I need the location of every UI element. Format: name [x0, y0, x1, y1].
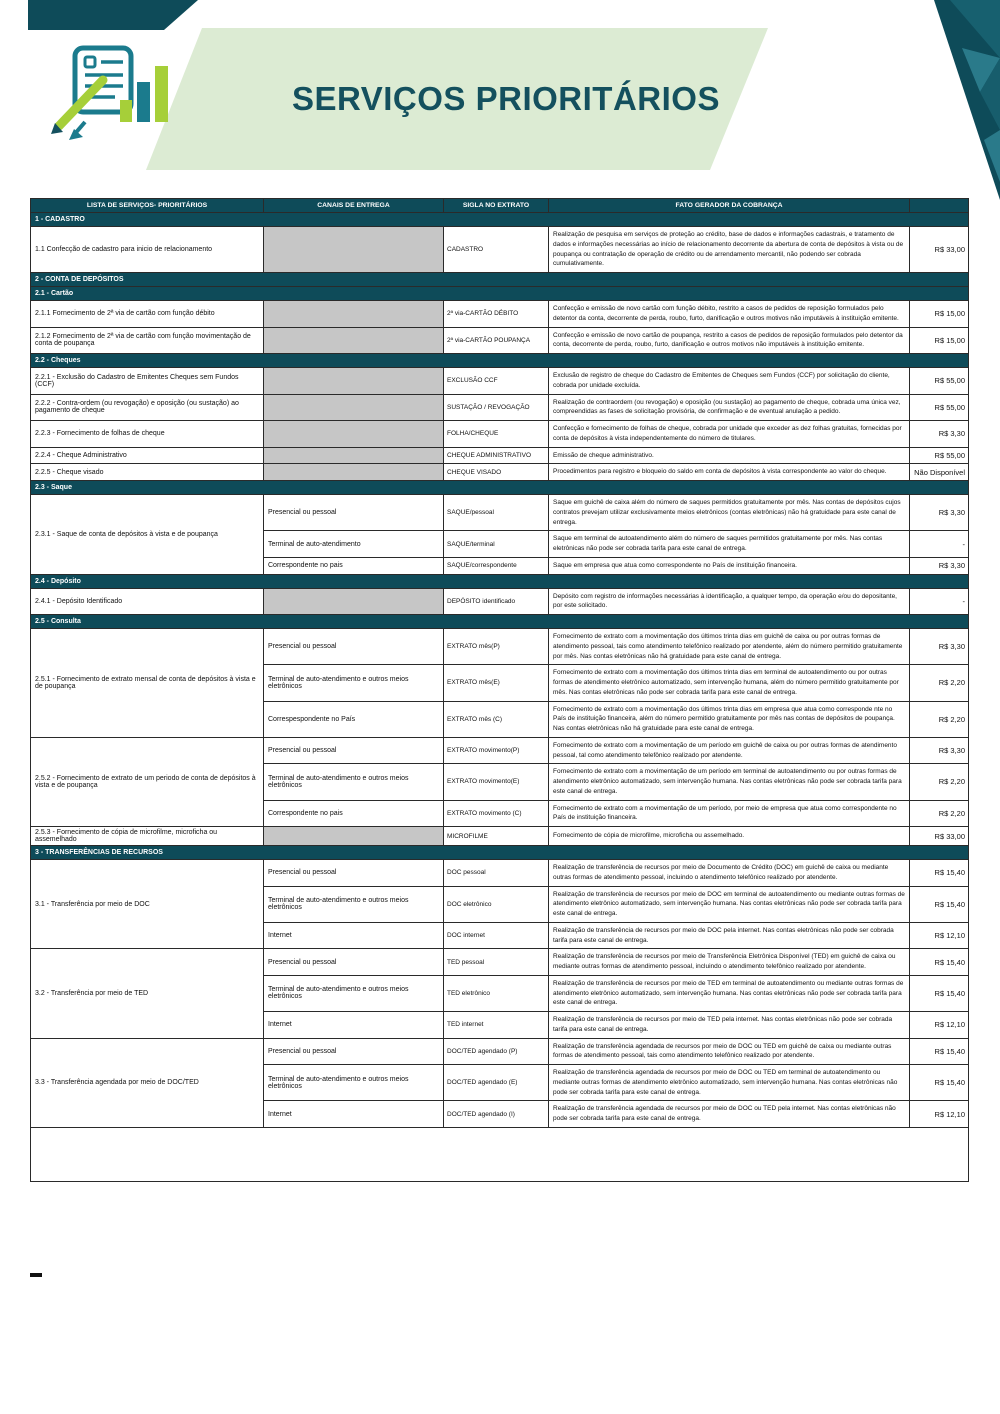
channel-cell: [264, 227, 444, 273]
channel-cell: Terminal de auto-atendimento e outros meios eletrônicos: [264, 665, 444, 701]
service-name-cell: 2.1.1 Fornecimento de 2ª via de cartão com função débito: [31, 301, 264, 328]
price-cell: R$ 15,40: [910, 949, 969, 976]
section-row: [31, 273, 969, 287]
price-cell: R$ 12,10: [910, 1101, 969, 1128]
price-cell: R$ 12,10: [910, 1012, 969, 1039]
empty-spacer-cell: [31, 1127, 969, 1181]
sigla-cell: SAQUE/pessoal: [444, 495, 549, 531]
channel-cell: Terminal de auto-atendimento e outros meios eletrônicos: [264, 764, 444, 800]
channel-cell: [264, 327, 444, 354]
price-cell: R$ 2,20: [910, 665, 969, 701]
service-name-cell: 2.2.1 - Exclusão do Cadastro de Emitentes Cheques sem Fundos (CCF): [31, 368, 264, 395]
channel-cell: [264, 827, 444, 846]
channel-cell: Internet: [264, 922, 444, 949]
service-name-cell: 1.1 Confecção de cadastro para inicio de relacionamento: [31, 227, 264, 273]
table-row: [31, 860, 969, 887]
sigla-cell: CHEQUE VISADO: [444, 464, 549, 481]
sigla-cell: DEPÓSITO identificado: [444, 588, 549, 615]
channel-cell: [264, 301, 444, 328]
service-name-cell: 2.2.2 - Contra-ordem (ou revogação) e oposição (ou sustação) ao pagamento de cheque: [31, 394, 264, 421]
service-name-cell: 2.2.4 - Cheque Administrativo: [31, 447, 264, 464]
price-cell: R$ 15,40: [910, 1065, 969, 1101]
price-cell: R$ 3,30: [910, 557, 969, 574]
channel-cell: [264, 421, 444, 448]
table-row: [31, 588, 969, 615]
column-header: FATO GERADOR DA COBRANÇA: [549, 199, 910, 213]
sigla-cell: EXTRATO movimento(E): [444, 764, 549, 800]
section-row: [31, 846, 969, 860]
price-cell: R$ 15,40: [910, 975, 969, 1011]
service-name-cell: 3.2 - Transferência por meio de TED: [31, 949, 264, 1038]
sigla-cell: DOC/TED agendado (P): [444, 1038, 549, 1065]
price-cell: R$ 2,20: [910, 764, 969, 800]
price-cell: R$ 2,20: [910, 800, 969, 827]
channel-cell: Correspondente no pais: [264, 800, 444, 827]
fato-gerador-cell: Fornecimento de extrato com a movimentação de um período em guichê de caixa ou por outras formas de atendimento pessoal, tal como atendimento telefônico realizado por atendente.: [549, 737, 910, 764]
table-row: [31, 227, 969, 273]
section-label: 2.4 - Depósito: [31, 574, 969, 588]
fato-gerador-cell: Fornecimento de cópia de microfilme, microficha ou assemelhado.: [549, 827, 910, 846]
channel-cell: [264, 447, 444, 464]
service-name-cell: 2.2.3 - Fornecimento de folhas de cheque: [31, 421, 264, 448]
price-cell: R$ 15,40: [910, 860, 969, 887]
channel-cell: Correspondente no pais: [264, 557, 444, 574]
price-cell: R$ 15,00: [910, 301, 969, 328]
table-row: [31, 629, 969, 665]
fato-gerador-cell: Saque em guichê de caixa além do número de saques permitidos gratuitamente por mês. Nas contas de depósitos cujos contratos prevejam utilizar exclusivamente meios eletrônicos (contas eletrônicas) não há gratuidade para este canal de entrega.: [549, 495, 910, 531]
service-name-cell: 2.2.5 - Cheque visado: [31, 464, 264, 481]
channel-cell: [264, 464, 444, 481]
channel-cell: Internet: [264, 1101, 444, 1128]
sigla-cell: SUSTAÇÃO / REVOGAÇÃO: [444, 394, 549, 421]
table-row: [31, 327, 969, 354]
tariff-table-body: [31, 199, 969, 1182]
sigla-cell: CHEQUE ADMINISTRATIVO: [444, 447, 549, 464]
fato-gerador-cell: Fornecimento de extrato com a movimentação de um período, por meio de empresa que atua como correspondente no País de instituição financeira.: [549, 800, 910, 827]
table-row: [31, 737, 969, 764]
page-title: SERVIÇOS PRIORITÁRIOS: [292, 80, 720, 117]
column-header: SIGLA NO EXTRATO: [444, 199, 549, 213]
sigla-cell: EXTRATO mês(P): [444, 629, 549, 665]
fato-gerador-cell: Realização de transferência agendada de recursos por meio de DOC ou TED em guichê de caixa ou mediante outras formas de atendimento pessoal, tais como atendimento telefônico realizado por atendente.: [549, 1038, 910, 1065]
table-row: [31, 394, 969, 421]
channel-cell: Presencial ou pessoal: [264, 949, 444, 976]
fato-gerador-cell: Realização de transferência de recursos por meio de TED em terminal de autoatendimento ou mediante outras formas de atendimento eletrônico automatizado, sem intervenção humana. Nas contas eletrônicas não pode ser cobrada tarifa para este canal de entrega.: [549, 975, 910, 1011]
section-label: 3 - TRANSFERÊNCIAS DE RECURSOS: [31, 846, 969, 860]
bottom-dash: [30, 1273, 42, 1277]
sigla-cell: MICROFILME: [444, 827, 549, 846]
sigla-cell: 2ª via-CARTÃO DÉBITO: [444, 301, 549, 328]
section-row: [31, 481, 969, 495]
column-header: LISTA DE SERVIÇOS- PRIORITÁRIOS: [31, 199, 264, 213]
fato-gerador-cell: Confecção e emissão de novo cartão de poupança, restrito a casos de pedidos de reposição formulados pelo detentor da conta, decorrente de perda, roubo, furto, danificação e outros motivos não imputáveis à instituição emitente.: [549, 327, 910, 354]
service-name-cell: 2.3.1 - Saque de conta de depósitos à vista e de poupança: [31, 495, 264, 575]
sigla-cell: EXTRATO mês (C): [444, 701, 549, 737]
section-label: 2 - CONTA DE DEPÓSITOS: [31, 273, 969, 287]
sigla-cell: TED eletrônico: [444, 975, 549, 1011]
service-name-cell: 2.1.2 Fornecimento de 2ª via de cartão com função movimentação de conta de poupança: [31, 327, 264, 354]
section-row: [31, 213, 969, 227]
price-cell: R$ 15,40: [910, 1038, 969, 1065]
table-row: [31, 301, 969, 328]
fato-gerador-cell: Fornecimento de extrato com a movimentação dos últimos trinta dias em guichê de caixa ou por outras formas de atendimento pessoal, tais como atendimento telefônico realizado por atendente, além do número permitido gratuitamente por mês. Nas contas eletrônicas não há gratuidade para este canal de entrega.: [549, 629, 910, 665]
section-label: 2.1 - Cartão: [31, 287, 969, 301]
logo-document-chart-icon: [45, 42, 180, 147]
price-cell: -: [910, 531, 969, 558]
fato-gerador-cell: Realização de contraordem (ou revogação) e oposição (ou sustação) ao pagamento de cheque, cobrada uma única vez, compreendidas as fases de solicitação provisória, de confirmação e de eventual anulação a pedido.: [549, 394, 910, 421]
table-row: [31, 368, 969, 395]
sigla-cell: EXTRATO mês(E): [444, 665, 549, 701]
price-cell: R$ 33,00: [910, 827, 969, 846]
fato-gerador-cell: Depósito com registro de informações necessárias à identificação, a qualquer tempo, da operação e/ou do depositante, por este solicitado.: [549, 588, 910, 615]
empty-spacer-row: [31, 1127, 969, 1181]
service-name-cell: 2.5.2 - Fornecimento de extrato de um periodo de conta de depósitos à vista e de poupança: [31, 737, 264, 826]
section-label: 2.3 - Saque: [31, 481, 969, 495]
price-cell: R$ 3,30: [910, 629, 969, 665]
channel-cell: [264, 394, 444, 421]
price-cell: R$ 55,00: [910, 368, 969, 395]
fato-gerador-cell: Realização de pesquisa em serviços de proteção ao crédito, base de dados e informações cadastrais, e tratamento de dados e informações necessárias ao início de relacionamento decorrente da abertura de conta de depósitos à vista ou de poupança ou contratação de operação de crédito ou de arrendamento mercantil, não podendo ser cobrada cumulativamente.: [549, 227, 910, 273]
table-row: [31, 464, 969, 481]
fato-gerador-cell: Fornecimento de extrato com a movimentação dos últimos trinta dias em empresa que atua como corresponde nte no País de instituição financeira, além do número permitido gratuitamente por mês nas contas de depósitos de poupança. Nas contas eletrônicas não há gratuidade para este canal de entrega.: [549, 701, 910, 737]
fato-gerador-cell: Fornecimento de extrato com a movimentação dos últimos trinta dias em terminal de autoatendimento ou por outras formas de atendimento eletrônico automatizado, sem intervenção humana, além do número permitido gratuitamente por mês. Nas contas eletrônicas não pode ser cobrada tarifa para este canal de entrega.: [549, 665, 910, 701]
fato-gerador-cell: Saque em terminal de autoatendimento além do número de saques permitidos gratuitamente por mês. Nas contas eletrônicas não pode ser cobrada tarifa para este canal de entrega.: [549, 531, 910, 558]
fato-gerador-cell: Emissão de cheque administrativo.: [549, 447, 910, 464]
section-row: [31, 354, 969, 368]
fato-gerador-cell: Realização de transferência de recursos por meio de Transferência Eletrônica Disponível (TED) em guichê de caixa ou mediante outras formas de atendimento pessoal, incluindo o atendimento telefônico realizado por atendente.: [549, 949, 910, 976]
sigla-cell: DOC internet: [444, 922, 549, 949]
channel-cell: Terminal de auto-atendimento e outros meios eletrônicos: [264, 975, 444, 1011]
column-header: [910, 199, 969, 213]
table-row: [31, 495, 969, 531]
fato-gerador-cell: Fornecimento de extrato com a movimentação de um período em terminal de autoatendimento ou por outras formas de atendimento eletrônico automatizado, sem intervenção humana. Nas contas eletrônicas não pode ser cobrada tarifa para este canal de entrega.: [549, 764, 910, 800]
column-header: CANAIS DE ENTREGA: [264, 199, 444, 213]
sigla-cell: DOC/TED agendado (E): [444, 1065, 549, 1101]
channel-cell: Presencial ou pessoal: [264, 629, 444, 665]
section-row: [31, 287, 969, 301]
price-cell: R$ 15,00: [910, 327, 969, 354]
price-cell: Não Disponível: [910, 464, 969, 481]
sigla-cell: SAQUE/correspondente: [444, 557, 549, 574]
price-cell: R$ 3,30: [910, 421, 969, 448]
table-row: [31, 447, 969, 464]
fato-gerador-cell: Procedimentos para registro e bloqueio do saldo em conta de depósitos à vista correspondente ao valor do cheque.: [549, 464, 910, 481]
section-row: [31, 574, 969, 588]
channel-cell: Presencial ou pessoal: [264, 737, 444, 764]
price-cell: -: [910, 588, 969, 615]
fato-gerador-cell: Realização de transferência agendada de recursos por meio de DOC ou TED pela internet. Nas contas eletrônicas não pode ser cobrada tarifa para este canal de entrega.: [549, 1101, 910, 1128]
fato-gerador-cell: Exclusão de registro de cheque do Cadastro de Emitentes de Cheques sem Fundos (CCF) por solicitação do cliente, cobrada por unidade excluída.: [549, 368, 910, 395]
price-cell: R$ 15,40: [910, 886, 969, 922]
fato-gerador-cell: Confecção e fornecimento de folhas de cheque, cobrada por unidade que exceder as dez folhas gratuitas, fornecidas por conta de depósitos à vista independentemente do número de titulares.: [549, 421, 910, 448]
table-row: [31, 949, 969, 976]
section-label: 2.2 - Cheques: [31, 354, 969, 368]
channel-cell: Terminal de auto-atendimento: [264, 531, 444, 558]
tariff-table: [30, 198, 969, 1182]
sigla-cell: DOC/TED agendado (I): [444, 1101, 549, 1128]
sigla-cell: FOLHA/CHEQUE: [444, 421, 549, 448]
fato-gerador-cell: Realização de transferência de recursos por meio de TED pela internet. Nas contas eletrônicas não pode ser cobrada tarifa para este canal de entrega.: [549, 1012, 910, 1039]
price-cell: R$ 3,30: [910, 495, 969, 531]
sigla-cell: SAQUE/terminal: [444, 531, 549, 558]
section-label: 2.5 - Consulta: [31, 615, 969, 629]
price-cell: R$ 55,00: [910, 447, 969, 464]
column-header-row: [31, 199, 969, 213]
fato-gerador-cell: Saque em empresa que atua como correspondente no País de instituição financeira.: [549, 557, 910, 574]
fato-gerador-cell: Realização de transferência de recursos por meio de DOC pela internet. Nas contas eletrônicas não pode ser cobrada tarifa para este canal de entrega.: [549, 922, 910, 949]
corner-accent-right: [920, 0, 1000, 200]
sigla-cell: CADASTRO: [444, 227, 549, 273]
service-name-cell: 2.5.3 - Fornecimento de cópia de microfilme, microficha ou assemelhado: [31, 827, 264, 846]
corner-accent-left: [28, 0, 198, 30]
sigla-cell: EXTRATO movimento(P): [444, 737, 549, 764]
price-cell: R$ 33,00: [910, 227, 969, 273]
channel-cell: Terminal de auto-atendimento e outros meios eletrônicos: [264, 886, 444, 922]
service-name-cell: 3.3 - Transferência agendada por meio de DOC/TED: [31, 1038, 264, 1127]
channel-cell: [264, 588, 444, 615]
table-row: [31, 827, 969, 846]
sigla-cell: 2ª via-CARTÃO POUPANÇA: [444, 327, 549, 354]
service-name-cell: 3.1 - Transferência por meio de DOC: [31, 860, 264, 949]
channel-cell: Terminal de auto-atendimento e outros meios eletrônicos: [264, 1065, 444, 1101]
price-cell: R$ 12,10: [910, 922, 969, 949]
service-name-cell: 2.4.1 - Depósito Identificado: [31, 588, 264, 615]
service-name-cell: 2.5.1 - Fornecimento de extrato mensal de conta de depósitos à vista e de poupança: [31, 629, 264, 738]
table-row: [31, 1038, 969, 1065]
price-cell: R$ 2,20: [910, 701, 969, 737]
sigla-cell: DOC pessoal: [444, 860, 549, 887]
sigla-cell: DOC eletrônico: [444, 886, 549, 922]
channel-cell: Internet: [264, 1012, 444, 1039]
channel-cell: Presencial ou pessoal: [264, 860, 444, 887]
sigla-cell: EXCLUSÃO CCF: [444, 368, 549, 395]
sigla-cell: TED pessoal: [444, 949, 549, 976]
fato-gerador-cell: Realização de transferência agendada de recursos por meio de DOC ou TED em terminal de autoatendimento ou mediante outras formas de atendimento eletrônico automatizado, sem intervenção humana. Nas contas eletrônicas não pode ser cobrada tarifa para este canal de entrega.: [549, 1065, 910, 1101]
section-row: [31, 615, 969, 629]
channel-cell: [264, 368, 444, 395]
price-cell: R$ 3,30: [910, 737, 969, 764]
sigla-cell: EXTRATO movimento (C): [444, 800, 549, 827]
table-row: [31, 421, 969, 448]
section-label: 1 - CADASTRO: [31, 213, 969, 227]
channel-cell: Correspespondente no País: [264, 701, 444, 737]
price-cell: R$ 55,00: [910, 394, 969, 421]
fato-gerador-cell: Realização de transferência de recursos por meio de Documento de Crédito (DOC) em guichê de caixa ou mediante outras formas de atendimento pessoal, incluindo o atendimento telefônico realizado por atendente.: [549, 860, 910, 887]
sigla-cell: TED internet: [444, 1012, 549, 1039]
channel-cell: Presencial ou pessoal: [264, 1038, 444, 1065]
channel-cell: Presencial ou pessoal: [264, 495, 444, 531]
fato-gerador-cell: Confecção e emissão de novo cartão com função débito, restrito a casos de pedidos de reposição formulados pelo detentor da conta, decorrente de perda, roubo, furto, danificação e outros motivos não imputáveis à instituição emitente.: [549, 301, 910, 328]
fato-gerador-cell: Realização de transferência de recursos por meio de DOC em terminal de autoatendimento ou mediante outras formas de atendimento eletrônico automatizado, sem intervenção humana. Nas contas eletrônicas não pode ser cobrada tarifa para este canal de entrega.: [549, 886, 910, 922]
